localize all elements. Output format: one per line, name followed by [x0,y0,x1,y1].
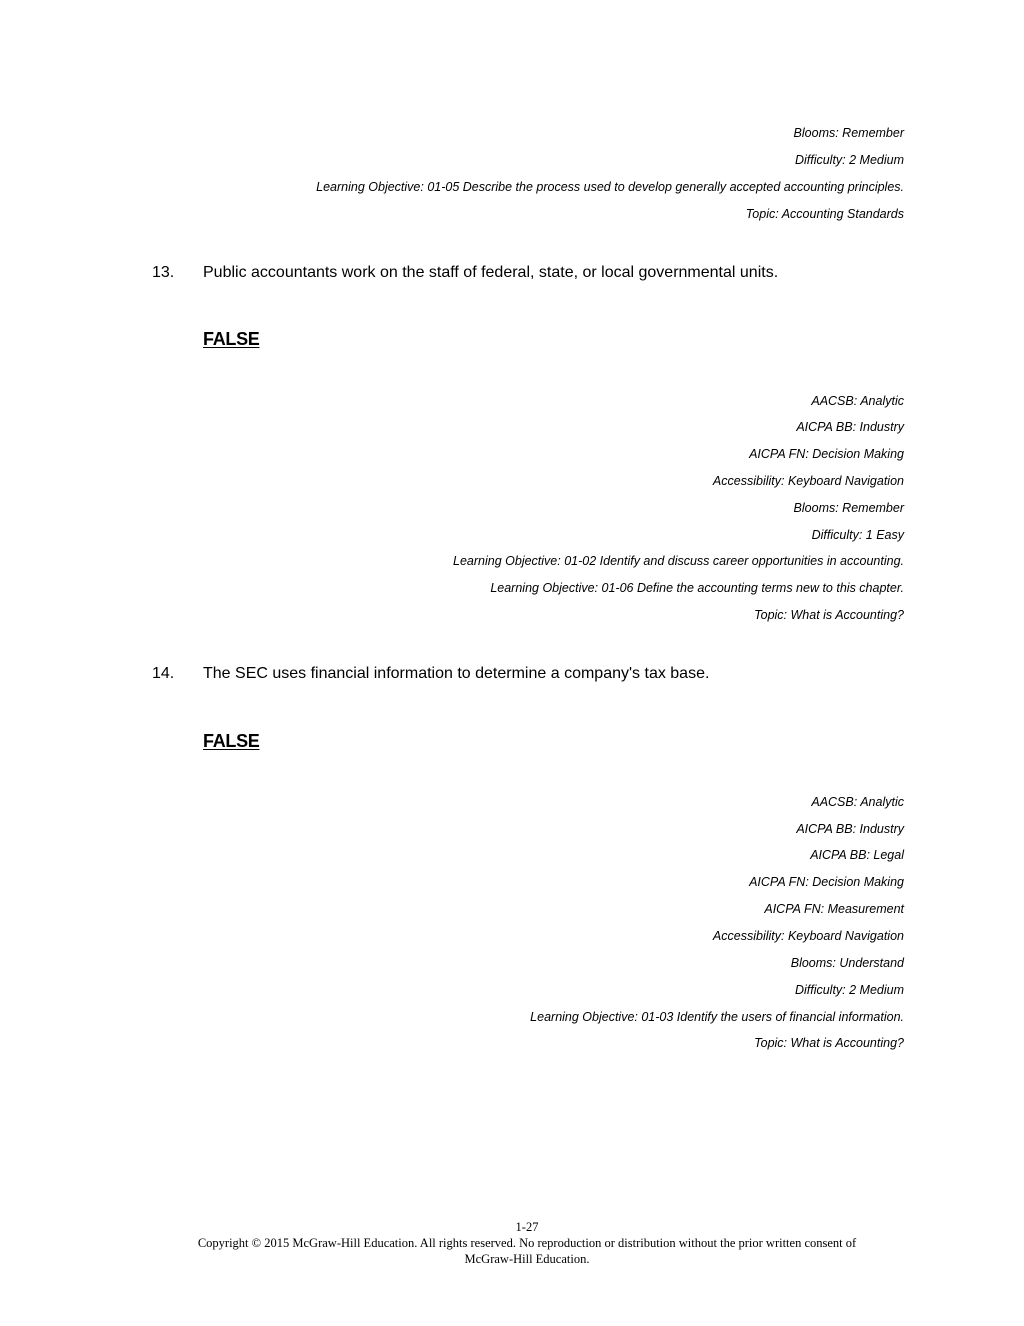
q14-tag-aicpa-bb-industry: AICPA BB: Industry [796,822,904,836]
question-13-number: 13. [152,264,175,281]
tag-learning-objective: Learning Objective: 01-05 Describe the process used to develop generally accepted accounting principles. [316,180,904,194]
copyright-line-2: McGraw-Hill Education. [464,1252,590,1266]
page-number: 1-27 [515,1220,539,1234]
q14-tag-aacsb: AACSB: Analytic [811,795,904,809]
copyright-line-1: Copyright © 2015 McGraw-Hill Education. All rights reserved. No reproduction or distribution without the prior written consent of [197,1236,857,1250]
q13-tag-topic: Topic: What is Accounting? [754,608,904,622]
q14-tag-difficulty: Difficulty: 2 Medium [794,983,904,997]
q14-tag-accessibility: Accessibility: Keyboard Navigation [712,929,904,943]
q13-tag-blooms: Blooms: Remember [793,501,904,515]
q13-tag-accessibility: Accessibility: Keyboard Navigation [712,474,904,488]
tag-difficulty: Difficulty: 2 Medium [794,153,904,167]
q14-tag-topic: Topic: What is Accounting? [754,1036,904,1050]
question-14-answer: FALSE [203,731,260,751]
q13-tag-aicpa-fn: AICPA FN: Decision Making [749,447,904,461]
q14-tag-blooms: Blooms: Understand [790,956,904,970]
question-14-text: The SEC uses financial information to determine a company's tax base. [203,665,710,682]
q13-tag-aacsb: AACSB: Analytic [811,394,904,408]
question-13-text: Public accountants work on the staff of federal, state, or local governmental units. [203,264,779,281]
q13-tag-learning-objective-2: Learning Objective: 01-06 Define the accounting terms new to this chapter. [490,581,904,595]
tag-topic: Topic: Accounting Standards [745,207,904,221]
q14-tag-aicpa-bb-legal: AICPA BB: Legal [810,848,904,862]
question-13-answer: FALSE [203,329,260,349]
question-14-number: 14. [152,665,175,682]
q13-tag-difficulty: Difficulty: 1 Easy [811,528,904,542]
tag-blooms: Blooms: Remember [793,126,904,140]
q13-tag-learning-objective-1: Learning Objective: 01-02 Identify and discuss career opportunities in accounting. [453,554,904,568]
q14-tag-aicpa-fn-measurement: AICPA FN: Measurement [764,902,904,916]
q14-tag-learning-objective: Learning Objective: 01-03 Identify the users of financial information. [530,1010,904,1024]
q13-tag-aicpa-bb: AICPA BB: Industry [796,420,904,434]
q14-tag-aicpa-fn-decision: AICPA FN: Decision Making [749,875,904,889]
